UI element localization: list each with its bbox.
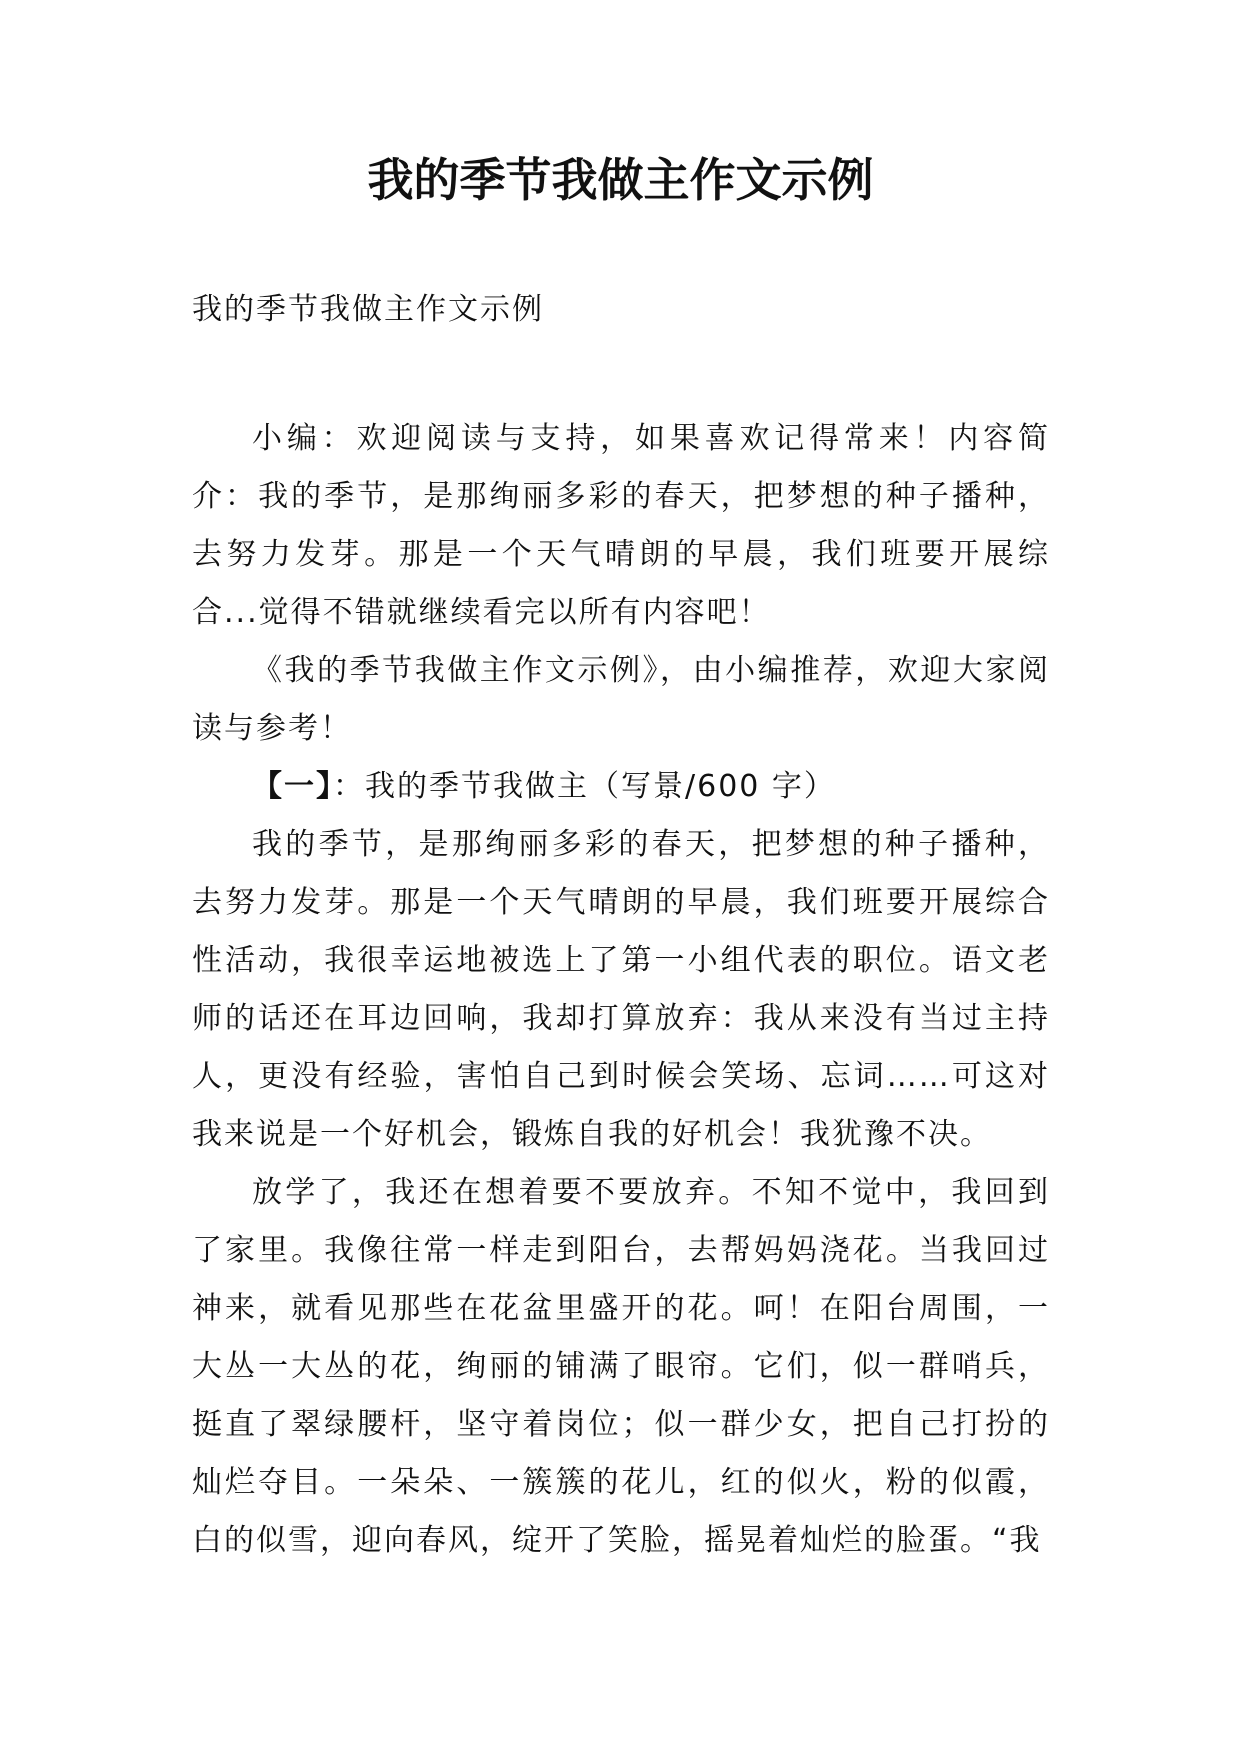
section-number: 【一】 bbox=[252, 769, 333, 804]
section-title: ：我的季节我做主（写景/600 字） bbox=[333, 769, 836, 804]
document-title: 我的季节我做主作文示例 bbox=[367, 153, 874, 207]
section-heading bbox=[192, 758, 1050, 816]
body-paragraph-2: 放学了，我还在想着要不要放弃。不知不觉中，我回到了家里。我像往常一样走到阳台，去帮妈妈浇花。当我回过神来，就看见那些在花盆里盛开的花。呵！在阳台周围，一大丛一大丛的花，绚丽的铺满了眼帘。它们，似一群哨兵，挺直了翠绿腰杆，坚守着岗位；似一群少女，把自己打扮的灿烂夺目。一朵朵、一簇簇的花儿，红的似火，粉的似霞，白的似雪，迎向春风，绽开了笑脸，摇晃着灿烂的脸蛋。“我 bbox=[192, 1175, 1050, 1558]
intro-paragraph: 小编：欢迎阅读与支持，如果喜欢记得常来！内容简介：我的季节，是那绚丽多彩的春天，把梦想的种子播种，去努力发芽。那是一个天气晴朗的早晨，我们班要开展综合...觉得不错就继续看完以所有内容吧！ bbox=[192, 421, 1050, 630]
body-paragraph-1: 我的季节，是那绚丽多彩的春天，把梦想的种子播种，去努力发芽。那是一个天气晴朗的早晨，我们班要开展综合性活动，我很幸运地被选上了第一小组代表的职位。语文老师的话还在耳边回响，我却打算放弃：我从来没有当过主持人，更没有经验，害怕自己到时候会笑场、忘词……可这对我来说是一个好机会，锻炼自我的好机会！我犹豫不决。 bbox=[192, 827, 1050, 1152]
recommend-paragraph: 《我的季节我做主作文示例》，由小编推荐，欢迎大家阅读与参考！ bbox=[192, 653, 1050, 746]
document-subtitle: 我的季节我做主作文示例 bbox=[192, 292, 544, 327]
document-body bbox=[192, 410, 1050, 1570]
